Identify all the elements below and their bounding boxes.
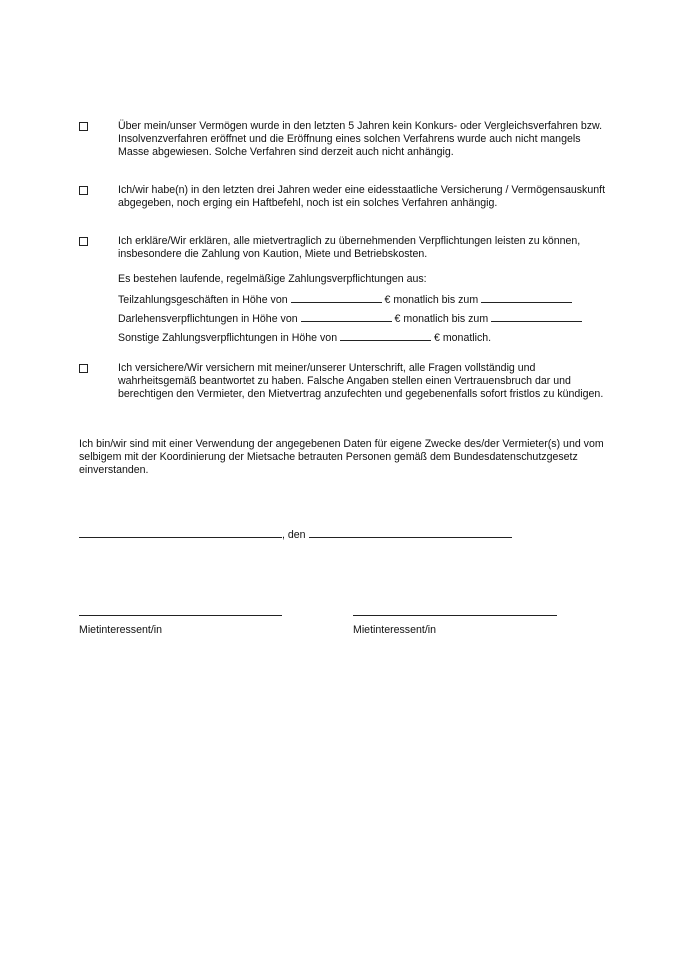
declaration-2-checkbox[interactable] (79, 186, 88, 195)
installments-amount-field[interactable] (291, 293, 382, 303)
obligation-other-mid: € monatlich. (434, 332, 492, 344)
obligation-other-label: Sonstige Zahlungsverpflichtungen in Höhe von (118, 332, 338, 344)
declaration-3-checkbox[interactable] (79, 237, 88, 246)
data-protection-consent: Ich bin/wir sind mit einer Verwendung der angegebenen Daten für eigene Zwecke des/der Vermieter(s) und vom selbigem mit der Koordinierung der Mietsache betrauten Personen gemäß dem Bundesdatenschutzgesetz einverstanden. (79, 438, 604, 476)
signature-label-right: Mietinteressent/in (353, 624, 437, 636)
obligation-row-other (118, 331, 491, 345)
date-separator: , den (282, 529, 306, 541)
obligation-row-loans (118, 312, 582, 326)
declaration-1-text: Über mein/unser Vermögen wurde in den letzten 5 Jahren kein Konkurs- oder Vergleichsverfahren bzw. Insolvenzverfahren eröffnet und die Eröffnung eines solchen Verfahrens wurde auch nicht mangels Masse abgewiesen. Solche Verfahren sind derzeit auch nicht anhängig. (118, 120, 603, 158)
obligation-loans-label: Darlehensverpflichtungen in Höhe von (118, 313, 298, 325)
loans-until-date-field[interactable] (491, 312, 582, 322)
installments-until-date-field[interactable] (481, 293, 572, 303)
obligation-installments-label: Teilzahlungsgeschäften in Höhe von (118, 294, 288, 306)
place-field[interactable] (79, 528, 282, 538)
obligation-loans-mid: € monatlich bis zum (394, 313, 489, 325)
declaration-4-checkbox[interactable] (79, 364, 88, 373)
obligation-installments-mid: € monatlich bis zum (384, 294, 479, 306)
signature-line-left[interactable] (79, 615, 282, 616)
obligations-intro: Es bestehen laufende, regelmäßige Zahlungsverpflichtungen aus: (118, 273, 427, 285)
declaration-3-text: Ich erkläre/Wir erklären, alle mietvertraglich zu übernehmenden Verpflichtungen leisten zu können, insbesondere die Zahlung von Kaution, Miete und Betriebskosten. (118, 235, 581, 260)
date-field[interactable] (309, 528, 512, 538)
signature-line-right[interactable] (353, 615, 557, 616)
declaration-2-text: Ich/wir habe(n) in den letzten drei Jahren weder eine eidesstaatliche Versicherung / Vermögensauskunft abgegeben, noch erging ein Haftbefehl, noch ist ein solches Verfahren anhängig. (118, 184, 606, 209)
obligation-row-installments (118, 293, 572, 307)
declaration-4-text: Ich versichere/Wir versichern mit meiner/unserer Unterschrift, alle Fragen vollständig und wahrheitsgemäß beantwortet zu haben. Falsche Angaben stellen einen Vertrauensbruch dar und berechtigen den Vermieter, den Mietvertrag anzufechten und gegebenenfalls sofort fristlos zu kündigen. (118, 362, 604, 400)
signature-label-left: Mietinteressent/in (79, 624, 163, 636)
declaration-1-checkbox[interactable] (79, 122, 88, 131)
other-amount-field[interactable] (340, 331, 431, 341)
place-date-line (79, 528, 512, 542)
loans-amount-field[interactable] (301, 312, 392, 322)
